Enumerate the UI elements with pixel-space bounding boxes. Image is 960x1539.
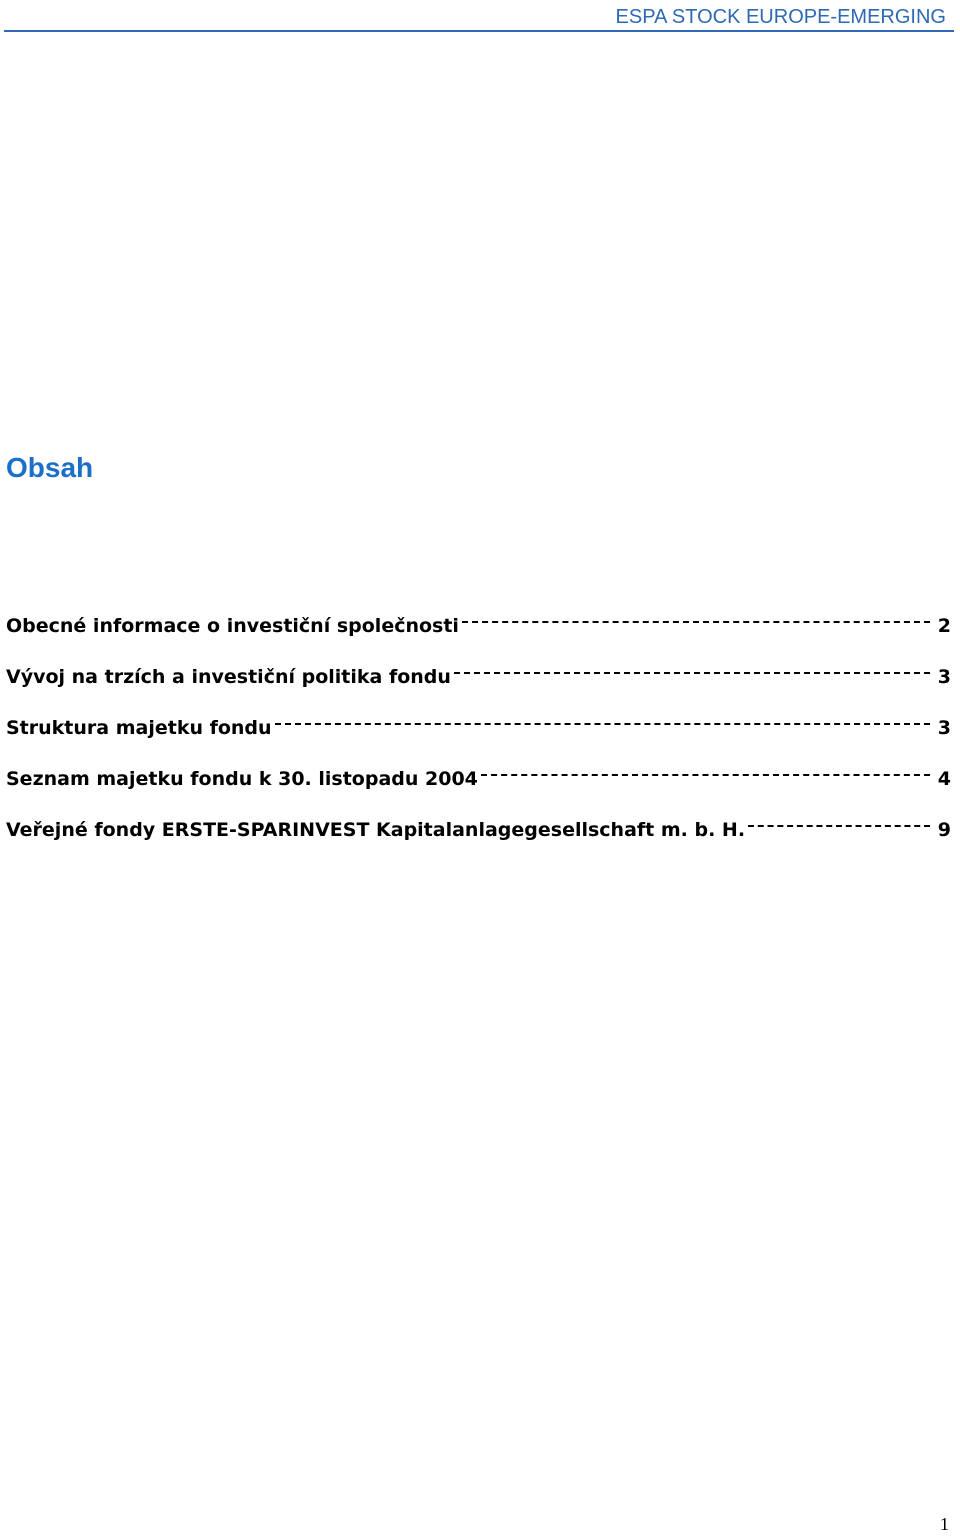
toc-entry[interactable] [6, 810, 951, 861]
toc-entry-title: Veřejné fondy ERSTE-SPARINVEST Kapitalanlagegesellschaft m. b. H. [6, 819, 746, 841]
toc-leader [481, 759, 930, 785]
toc-entry-page: 3 [937, 666, 951, 688]
toc-leader [454, 657, 930, 683]
toc-entry-title: Obecné informace o investiční společnosti [6, 615, 459, 637]
toc-entry-title: Vývoj na trzích a investiční politika fondu [6, 666, 451, 688]
header-title: ESPA STOCK EUROPE-EMERGING [615, 6, 946, 28]
toc-entry[interactable] [6, 657, 951, 708]
toc-entry-page: 2 [937, 615, 951, 637]
toc-heading: Obsah [6, 452, 94, 483]
toc-entry[interactable] [6, 759, 951, 810]
toc-entry-page: 3 [937, 717, 951, 739]
table-of-contents [6, 606, 951, 861]
page-number: 1 [940, 1514, 949, 1534]
toc-entry[interactable] [6, 708, 951, 759]
toc-leader [275, 708, 930, 734]
toc-leader [462, 606, 930, 632]
header-divider [4, 30, 954, 32]
toc-entry[interactable] [6, 606, 951, 657]
toc-entry-page: 9 [937, 819, 951, 841]
toc-leader [748, 810, 930, 836]
toc-entry-title: Struktura majetku fondu [6, 717, 272, 739]
toc-entry-title: Seznam majetku fondu k 30. listopadu 2004 [6, 768, 478, 790]
toc-entry-page: 4 [937, 768, 951, 790]
